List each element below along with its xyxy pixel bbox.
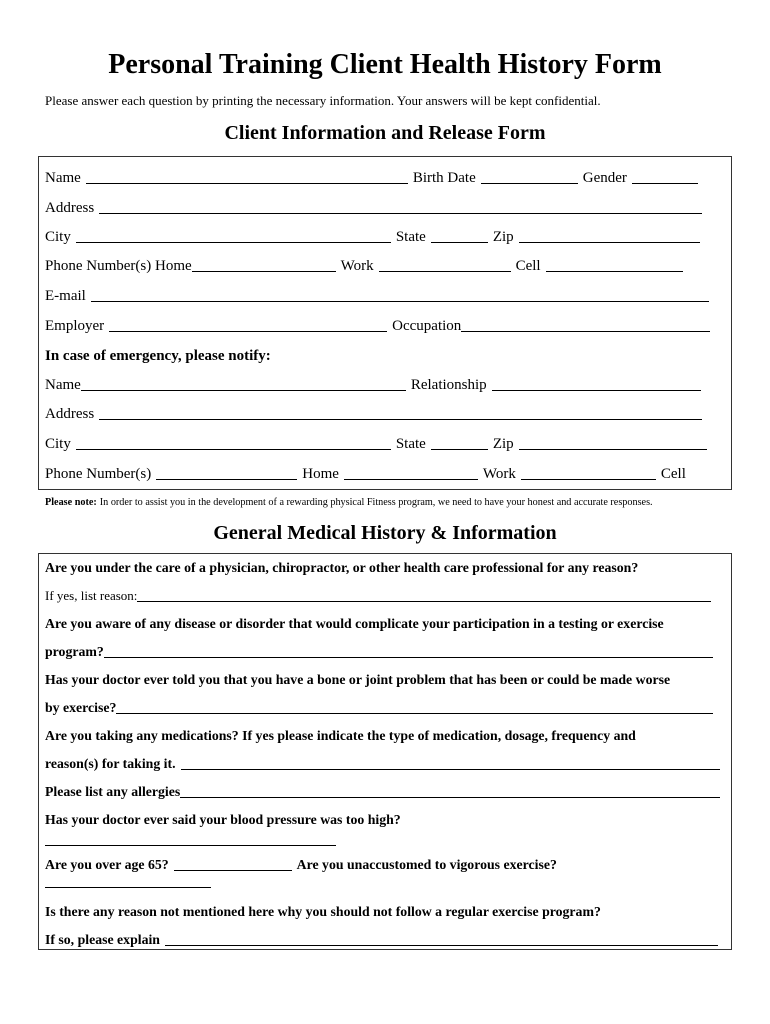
- city-label: City: [45, 229, 71, 245]
- emergency-state-label: State: [395, 436, 426, 452]
- care-reason-row: [45, 587, 711, 604]
- emergency-heading-row: [45, 347, 271, 365]
- name-label: Name: [45, 170, 81, 186]
- email-field[interactable]: [91, 288, 709, 302]
- employer-field[interactable]: [109, 318, 387, 332]
- disease-question-row: [45, 615, 664, 632]
- bone-joint-question-row: [45, 671, 670, 688]
- emergency-name-label: Name: [45, 377, 81, 393]
- work-phone-field[interactable]: [379, 258, 511, 272]
- emergency-home-label: Home: [302, 466, 339, 482]
- cell-phone-field[interactable]: [546, 258, 683, 272]
- city-field[interactable]: [76, 229, 391, 243]
- exercise-answer-row: [45, 873, 211, 890]
- work-label: Work: [340, 258, 374, 274]
- age-exercise-row: [45, 856, 557, 873]
- allergies-field[interactable]: [180, 785, 720, 798]
- medical-history-box: [38, 553, 732, 950]
- blood-pressure-question: Has your doctor ever said your blood pressure was too high?: [45, 812, 401, 827]
- bone-joint-answer-field[interactable]: [116, 701, 713, 714]
- disease-question-line2: program?: [45, 644, 104, 659]
- emergency-cell-label: Cell: [660, 466, 686, 482]
- care-question: Are you under the care of a physician, chiropractor, or other health care professional for any reason?: [45, 560, 639, 575]
- other-reason-question: Is there any reason not mentioned here why you should not follow a regular exercise program?: [45, 904, 601, 919]
- emergency-home-phone-field[interactable]: [344, 466, 478, 480]
- blood-pressure-answer-field[interactable]: [45, 833, 336, 846]
- blood-pressure-question-row: [45, 811, 401, 828]
- address-label: Address: [45, 200, 95, 216]
- emergency-phone-row: [45, 465, 686, 483]
- bone-joint-question-line1: Has your doctor ever told you that you have a bone or joint problem that has been or could be made worse: [45, 672, 671, 687]
- gender-field[interactable]: [632, 170, 698, 184]
- allergies-label: Please list any allergies: [45, 784, 181, 799]
- emergency-heading: In case of emergency, please notify:: [45, 348, 271, 364]
- age-question: Are you over age 65?: [45, 857, 169, 872]
- form-title: Personal Training Client Health History Form: [108, 49, 662, 80]
- exercise-answer-field[interactable]: [45, 875, 211, 888]
- bone-joint-question-line2: by exercise?: [45, 700, 117, 715]
- occupation-label: Occupation: [392, 318, 462, 334]
- bone-joint-answer-row: [45, 699, 713, 716]
- blood-pressure-answer-row: [45, 831, 336, 848]
- emergency-address-label: Address: [45, 406, 95, 422]
- cell-label: Cell: [515, 258, 541, 274]
- phone-home-label: Phone Number(s) Home: [45, 258, 192, 274]
- medications-question-line2: reason(s) for taking it.: [45, 756, 176, 771]
- emergency-work-phone-field[interactable]: [521, 466, 656, 480]
- exercise-question: Are you unaccustomed to vigorous exercise?: [296, 857, 557, 872]
- care-question-row: [45, 559, 638, 576]
- form-instructions: Please answer each question by printing the necessary information. Your answers will be kept confidential.: [45, 93, 601, 108]
- emergency-phone-label: Phone Number(s): [45, 466, 152, 482]
- birth-date-label: Birth Date: [412, 170, 476, 186]
- age-answer-field[interactable]: [174, 858, 292, 871]
- please-note: [45, 496, 653, 509]
- home-phone-field[interactable]: [192, 258, 336, 272]
- emergency-phone-field[interactable]: [156, 466, 297, 480]
- occupation-field[interactable]: [461, 318, 710, 332]
- client-name-field[interactable]: [86, 170, 408, 184]
- client-name-row: [45, 169, 698, 187]
- emergency-zip-field[interactable]: [519, 436, 707, 450]
- note-label: Please note:: [45, 497, 97, 508]
- zip-label: Zip: [492, 229, 514, 245]
- client-employer-row: [45, 317, 710, 335]
- explain-label: If so, please explain: [45, 932, 160, 947]
- emergency-address-field[interactable]: [99, 406, 702, 420]
- disease-answer-row: [45, 643, 713, 660]
- emergency-city-label: City: [45, 436, 71, 452]
- disease-answer-field[interactable]: [104, 645, 713, 658]
- emergency-zip-label: Zip: [492, 436, 514, 452]
- client-address-row: [45, 199, 702, 217]
- medications-question-line1: Are you taking any medications? If yes please indicate the type of medication, dosage, frequency and: [45, 728, 636, 743]
- explain-field[interactable]: [165, 933, 718, 946]
- disease-question-line1: Are you aware of any disease or disorder that would complicate your participation in a testing or exercise: [45, 616, 664, 631]
- relationship-field[interactable]: [492, 377, 701, 391]
- email-label: E-mail: [45, 288, 86, 304]
- client-city-row: [45, 228, 700, 246]
- medications-answer-row: [45, 755, 720, 772]
- emergency-name-row: [45, 376, 701, 394]
- emergency-city-row: [45, 435, 707, 453]
- state-label: State: [395, 229, 426, 245]
- employer-label: Employer: [45, 318, 105, 334]
- emergency-name-field[interactable]: [81, 377, 406, 391]
- emergency-city-field[interactable]: [76, 436, 391, 450]
- relationship-label: Relationship: [410, 377, 487, 393]
- client-email-row: [45, 287, 709, 305]
- care-reason-label: If yes, list reason:: [45, 588, 138, 603]
- zip-field[interactable]: [519, 229, 700, 243]
- medications-answer-field[interactable]: [181, 757, 720, 770]
- care-reason-field[interactable]: [137, 589, 711, 602]
- emergency-address-row: [45, 405, 702, 423]
- medications-question-row: [45, 727, 636, 744]
- gender-label: Gender: [582, 170, 627, 186]
- address-field[interactable]: [99, 200, 702, 214]
- other-reason-question-row: [45, 903, 601, 920]
- explain-row: [45, 931, 718, 948]
- medical-history-heading: General Medical History & Information: [213, 522, 557, 544]
- client-phone-row: [45, 257, 683, 275]
- state-field[interactable]: [431, 229, 488, 243]
- allergies-row: [45, 783, 720, 800]
- note-text: In order to assist you in the development of a rewarding physical Fitness program, we need to have your honest and accurate responses.: [99, 497, 653, 508]
- client-info-heading: Client Information and Release Form: [224, 122, 546, 144]
- emergency-state-field[interactable]: [431, 436, 488, 450]
- birth-date-field[interactable]: [481, 170, 578, 184]
- emergency-work-label: Work: [482, 466, 516, 482]
